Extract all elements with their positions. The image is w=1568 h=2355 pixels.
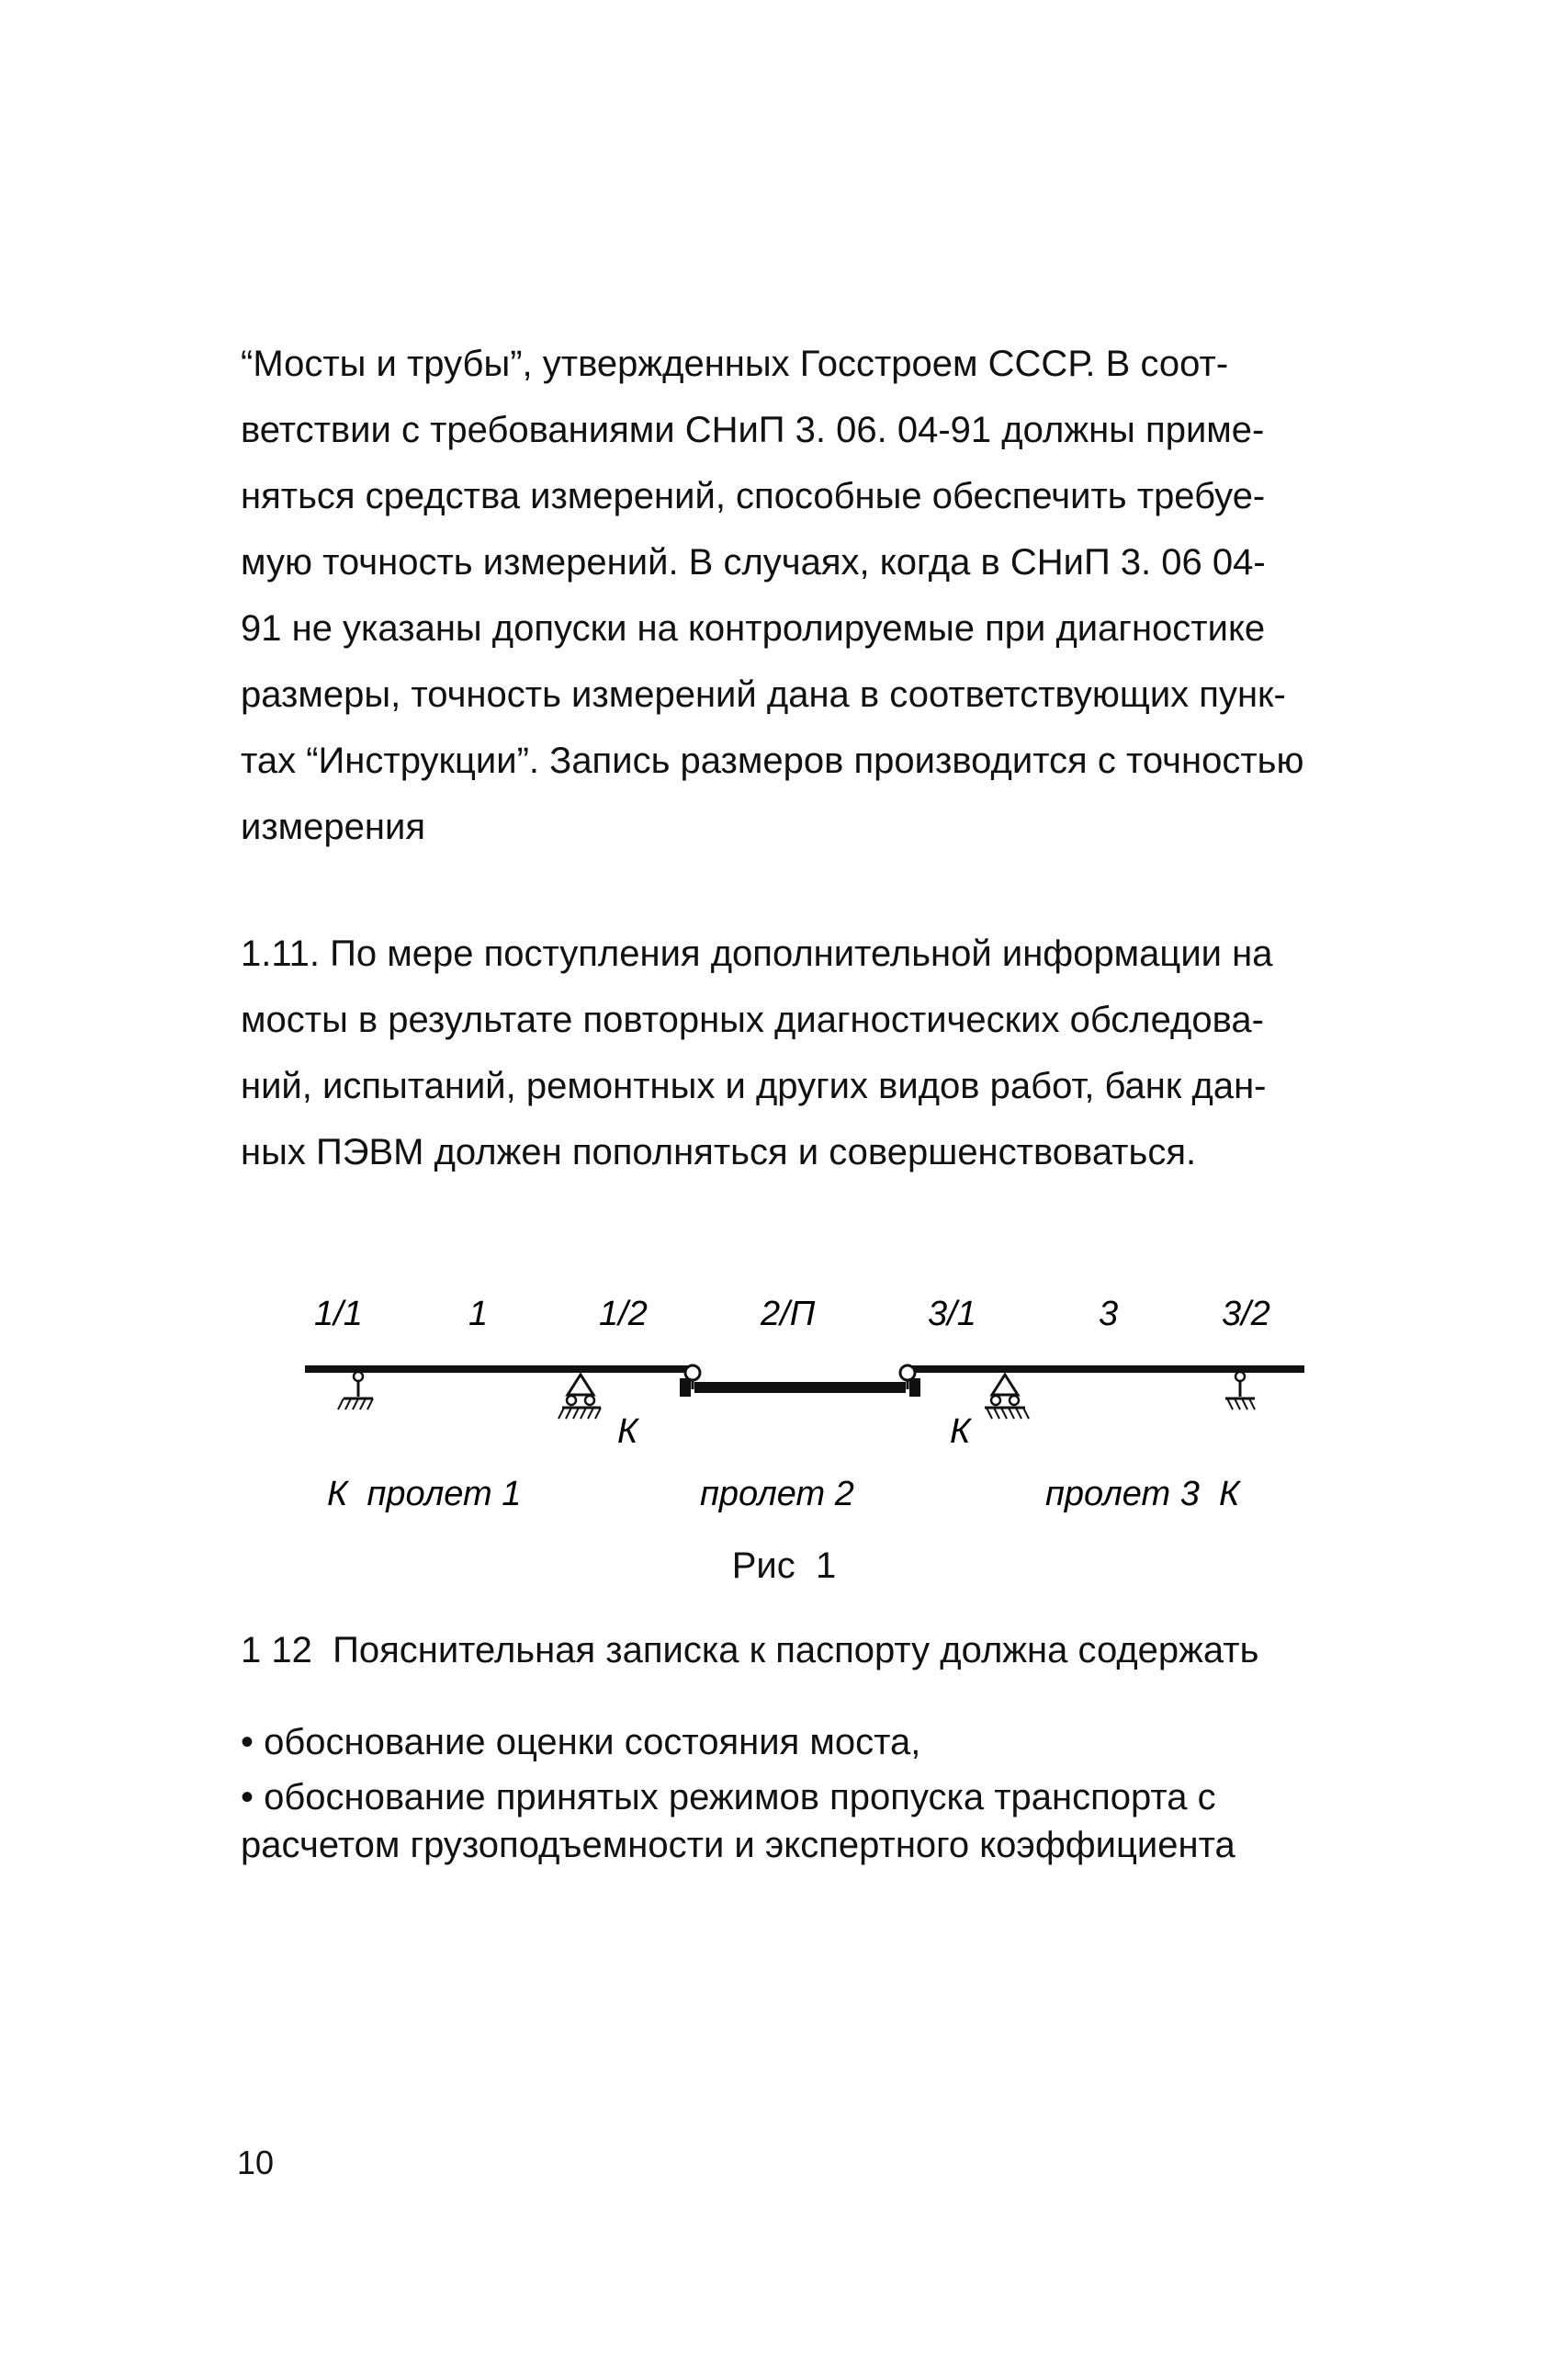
bullet-continuation: расчетом грузоподъемности и экспертного коэффициента [241,1825,1235,1865]
paragraph-bridges-and-pipes [241,331,1343,860]
span-label-1: К пролет 1 [327,1475,522,1513]
bullet-item: • обоснование оценки состояния моста, [241,1722,921,1762]
label-3: 3 [1099,1295,1119,1333]
label-k-right: К [950,1412,971,1451]
paragraph-1-11 [241,921,1343,1185]
text-line: няться средства измерений, способные обеспечить требуе- [241,476,1266,516]
text-line: тах “Инструкции”. Запись размеров производится с точностью [241,741,1304,781]
label-3-1: 3/1 [928,1295,976,1333]
span-label-2: пролет 2 [700,1475,854,1513]
label-3-2: 3/2 [1222,1295,1270,1333]
text-line: 91 не указаны допуски на контролируемые при диагностике [241,608,1266,649]
paragraph-1-12: 1 12 Пояснительная записка к паспорту должна содержать [241,1630,1259,1670]
label-1: 1 [468,1295,489,1333]
support-1-2 [558,1375,601,1419]
label-1-1: 1/1 [314,1295,363,1333]
span-label-3: пролет 3 К [1045,1475,1240,1513]
figure-caption: Рис 1 [731,1545,837,1586]
text-line: размеры, точность измерений дана в соответствующих пунк- [241,674,1286,715]
text-line: “Мосты и трубы”, утвержденных Госстроем СССР. В соот- [241,344,1229,384]
text-line: ветствии с требованиями СНиП 3. 06. 04-91 должны приме- [241,410,1265,450]
page-number: 10 [237,2144,275,2181]
support-3-1 [985,1375,1029,1419]
support-1-1 [338,1372,373,1410]
text-line: измерения [241,807,426,847]
text-line: ных ПЭВМ должен пополняться и совершенствоваться. [241,1132,1197,1172]
label-1-2: 1/2 [599,1295,648,1333]
bullet-item: • обоснование принятых режимов пропуска транспорта с [241,1777,1216,1817]
text-line: мосты в результате повторных диагностических обследова- [241,1000,1264,1040]
text-line: мую точность измерений. В случаях, когда в СНиП 3. 06 04- [241,542,1266,583]
support-3-2 [1225,1372,1255,1410]
bridge-span-diagram [294,1286,1304,1525]
text-line: 1.11. По мере поступления дополнительной информации на [241,934,1273,974]
label-k-left: К [617,1412,638,1451]
text-line: ний, испытаний, ремонтных и других видов работ, банк дан- [241,1066,1267,1106]
label-2-p: 2/П [761,1295,816,1333]
